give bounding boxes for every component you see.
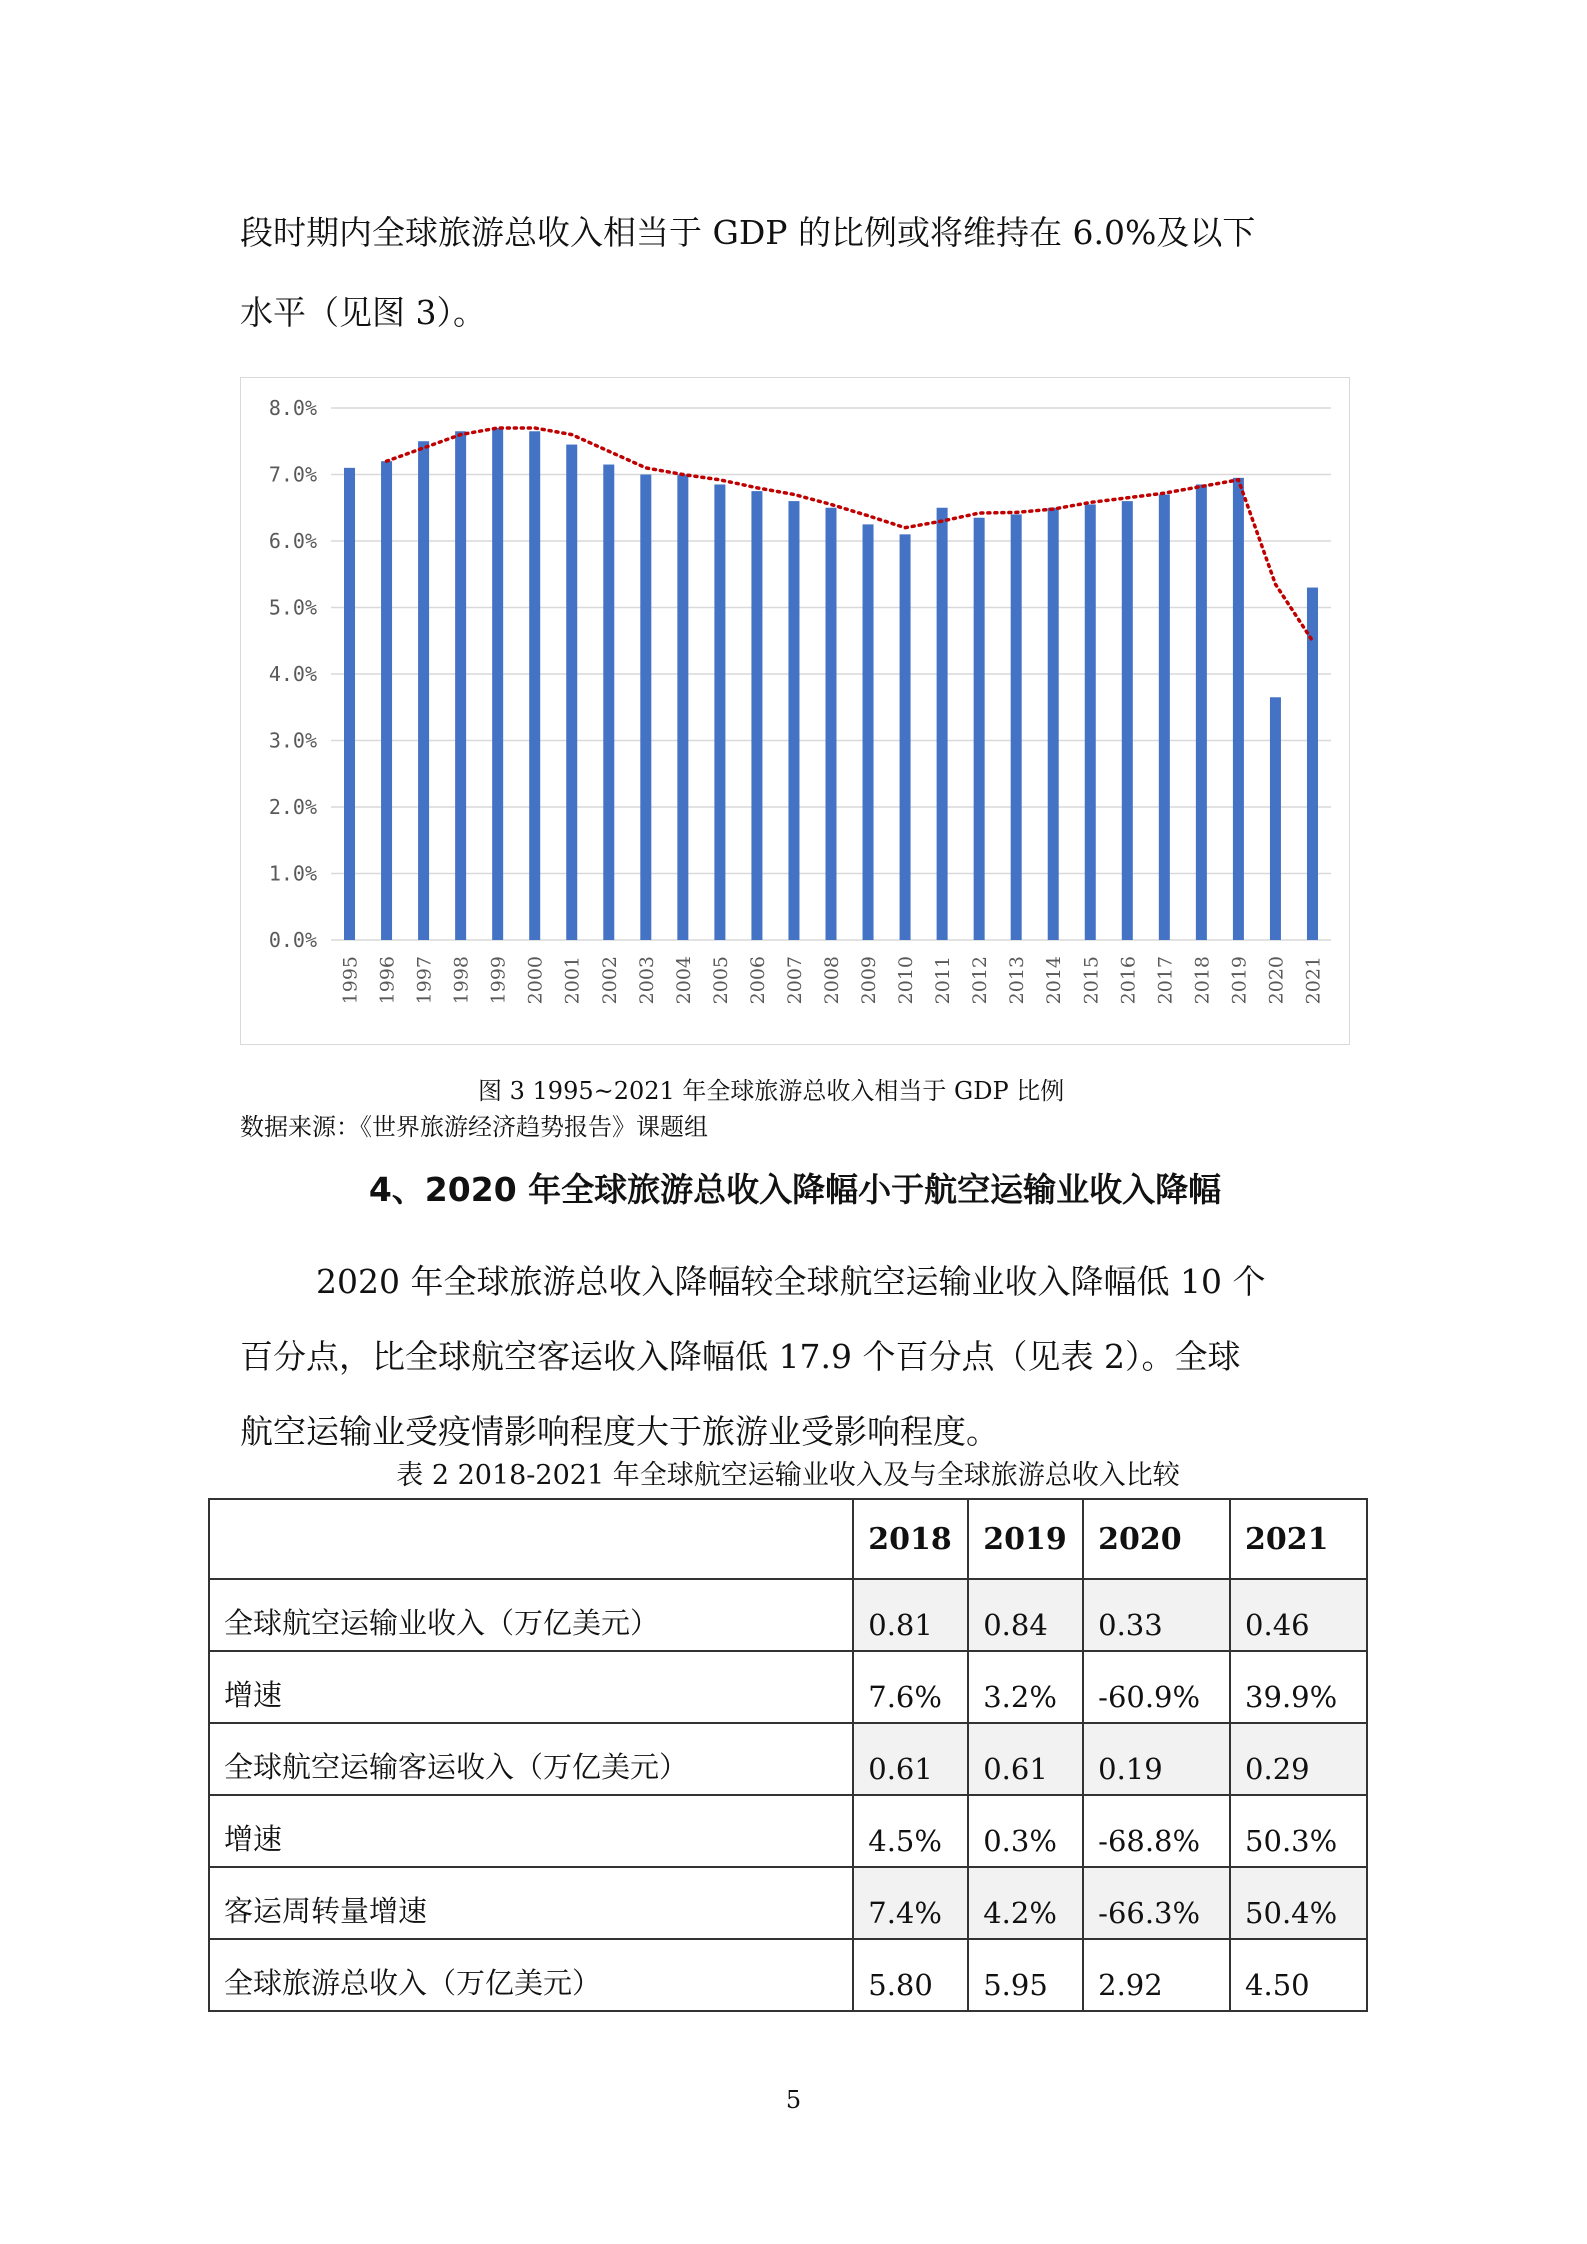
x-tick-label: 2005 [709,956,732,1005]
table-cell: 3.2% [968,1651,1083,1723]
comparison-paragraph [240,1262,1350,1452]
table-cell: 0.46 [1230,1579,1367,1651]
bar [826,508,837,940]
y-tick-label: 5.0% [268,595,317,620]
x-tick-label: 2020 [1265,956,1288,1005]
table-cell: -66.3% [1083,1867,1230,1939]
x-tick-label: 1999 [487,956,510,1005]
x-tick-label: 1997 [413,956,436,1005]
table-row [209,1723,1367,1795]
x-tick-label: 2021 [1302,956,1325,1005]
intro-line-1: 段时期内全球旅游总收入相当于 GDP 的比例或将维持在 6.0%及以下 [240,213,1256,252]
table-cell: 50.3% [1230,1795,1367,1867]
bar [1085,504,1096,940]
y-tick-label: 0.0% [268,928,317,952]
bar [529,431,540,940]
x-tick-label: 2011 [932,956,955,1005]
table-cell: 50.4% [1230,1867,1367,1939]
x-tick-label: 2013 [1006,956,1029,1005]
table-cell: 0.3% [968,1795,1083,1867]
bar [418,441,429,940]
table-cell: 7.4% [853,1867,968,1939]
x-tick-label: 2008 [821,956,843,1005]
table-cell: 0.19 [1083,1723,1230,1795]
bar [974,518,985,940]
table-cell: 0.84 [968,1579,1083,1651]
trend-line [387,428,1313,641]
table-header-row [209,1499,1367,1579]
bar [1159,494,1170,940]
figure-caption: 图 3 1995~2021 年全球旅游总收入相当于 GDP 比例 [478,1077,1065,1105]
table-header-blank [209,1499,853,1579]
y-tick-label: 7.0% [268,462,317,487]
table-cell: 4.2% [968,1867,1083,1939]
comparison-line-1: 2020 年全球旅游总收入降幅较全球航空运输业收入降幅低 10 个 [316,1262,1266,1301]
x-tick-label: 2014 [1043,956,1066,1005]
bar [381,461,392,940]
bar [566,445,577,940]
bar [677,475,688,941]
table-header-year: 2020 [1083,1499,1230,1579]
bar [714,484,725,940]
bar [344,468,355,940]
bar [1048,508,1059,940]
chart-svg [241,378,1349,1044]
row-label: 全球旅游总收入（万亿美元） [209,1939,853,2011]
y-tick-label: 8.0% [268,396,317,420]
page-number: 5 [785,2086,802,2114]
table-cell: 7.6% [853,1651,968,1723]
table-cell: 4.50 [1230,1939,1367,2011]
bar [455,431,466,940]
x-tick-label: 2007 [783,956,806,1005]
x-tick-label: 2004 [672,956,695,1005]
row-label: 客运周转量增速 [209,1867,853,1939]
x-tick-label: 2019 [1228,956,1251,1005]
x-tick-label: 1996 [376,956,399,1005]
table-cell: 0.61 [968,1723,1083,1795]
aviation-revenue-table [208,1498,1368,2012]
x-tick-label: 2016 [1117,956,1140,1005]
bar [1307,588,1318,940]
table-cell: 4.5% [853,1795,968,1867]
table-cell: 0.33 [1083,1579,1230,1651]
x-tick-label: 1998 [450,956,473,1005]
intro-line-2: 水平（见图 3）。 [240,293,486,332]
table-cell: -68.8% [1083,1795,1230,1867]
table-row [209,1939,1367,2011]
x-tick-label: 2006 [746,956,769,1005]
row-label: 增速 [209,1651,853,1723]
table-cell: 0.61 [853,1723,968,1795]
row-label: 增速 [209,1795,853,1867]
x-tick-label: 1995 [339,956,362,1005]
x-tick-label: 2009 [858,956,881,1005]
table-header-year: 2021 [1230,1499,1367,1579]
y-tick-label: 1.0% [268,861,317,886]
bar [751,491,762,940]
y-tick-label: 6.0% [268,529,317,553]
y-tick-label: 2.0% [268,795,317,819]
table-row [209,1579,1367,1651]
x-tick-label: 2012 [969,956,992,1005]
x-tick-label: 2015 [1080,956,1103,1005]
x-tick-label: 2002 [598,956,621,1005]
table-row [209,1795,1367,1867]
x-tick-label: 2010 [895,956,918,1005]
row-label: 全球航空运输业收入（万亿美元） [209,1579,853,1651]
intro-paragraph [240,213,1350,333]
table-cell: 39.9% [1230,1651,1367,1723]
table-row [209,1867,1367,1939]
bar [900,534,911,940]
bar [788,501,799,940]
y-tick-label: 3.0% [268,728,317,753]
x-tick-label: 2017 [1154,956,1177,1005]
bar [1122,501,1133,940]
source-note: 数据来源：《世界旅游经济趋势报告》课题组 [240,1113,708,1141]
bar [1011,514,1022,940]
bar [492,428,503,940]
table-cell: 0.81 [853,1579,968,1651]
table-cell: -60.9% [1083,1651,1230,1723]
comparison-line-2: 百分点，比全球航空客运收入降幅低 17.9 个百分点（见表 2）。全球 [240,1337,1241,1376]
table-header-year: 2019 [968,1499,1083,1579]
table-row [209,1651,1367,1723]
tourism-gdp-ratio-chart [240,377,1350,1045]
bar [863,524,874,940]
row-label: 全球航空运输客运收入（万亿美元） [209,1723,853,1795]
table-cell: 0.29 [1230,1723,1367,1795]
bar [640,475,651,941]
x-tick-label: 2003 [635,956,658,1005]
table-cell: 2.92 [1083,1939,1230,2011]
y-tick-label: 4.0% [268,662,317,686]
x-tick-label: 2001 [561,956,584,1005]
table-cell: 5.95 [968,1939,1083,2011]
table-cell: 5.80 [853,1939,968,2011]
bar [603,465,614,940]
x-tick-label: 2000 [524,956,547,1005]
bar [1233,478,1244,940]
bar [1196,484,1207,940]
bar [1270,697,1281,940]
comparison-line-3: 航空运输业受疫情影响程度大于旅游业受影响程度。 [240,1412,999,1451]
section-heading: 4、2020 年全球旅游总收入降幅小于航空运输业收入降幅 [368,1170,1222,1209]
x-tick-label: 2018 [1191,956,1214,1005]
bar [937,508,948,940]
table-caption: 表 2 2018-2021 年全球航空运输业收入及与全球旅游总收入比较 [396,1460,1180,1491]
table-header-year: 2018 [853,1499,968,1579]
